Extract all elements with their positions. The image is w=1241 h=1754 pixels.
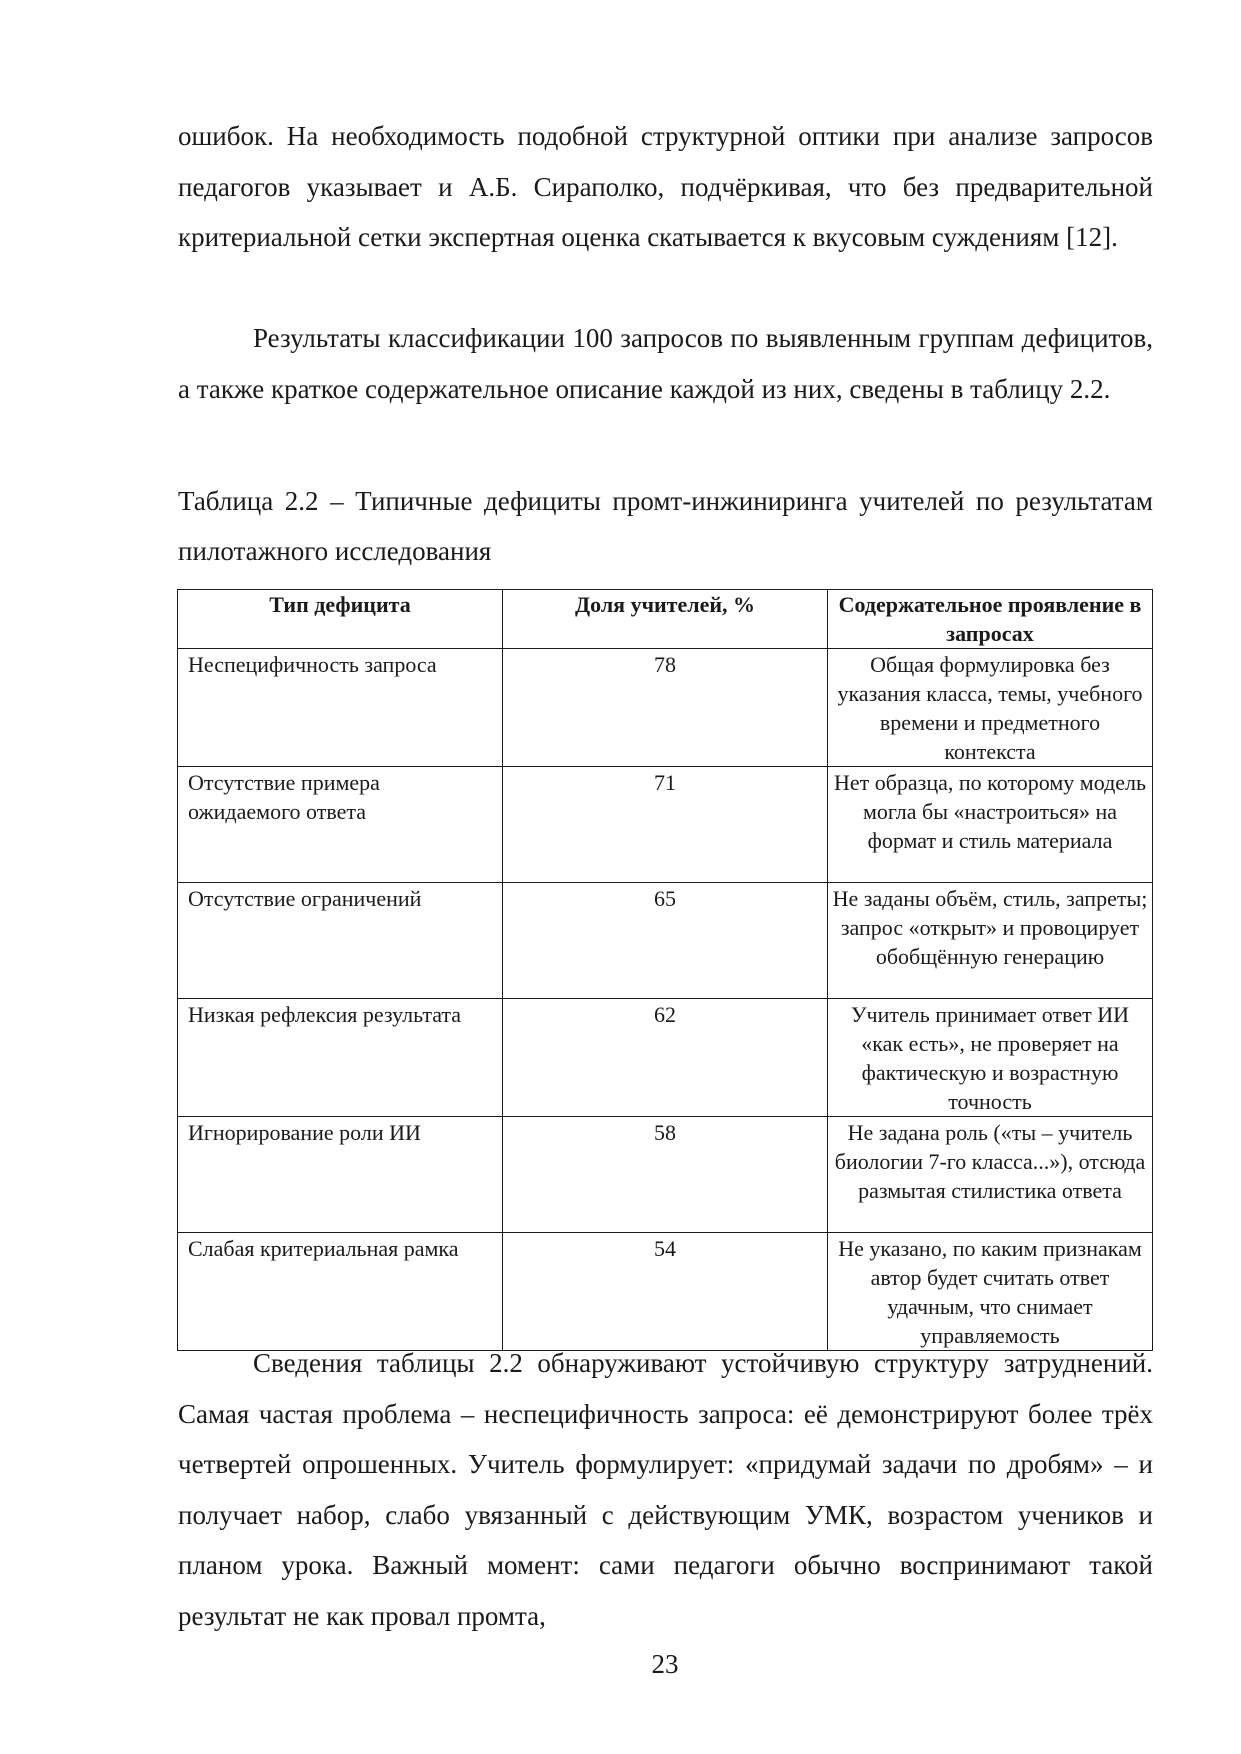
paragraph-1: ошибок. На необходимость подобной структурной оптики при анализе запросов педагогов указывает и А.Б. Сираполко, подчёркивая, что без предварительной критериальной сетки экспертная оценка скатывается к вкусовым суждениям [12]. bbox=[178, 121, 1153, 252]
table-header-row bbox=[178, 590, 1153, 649]
cell-manifestation: Общая формулировка без указания класса, темы, учебного времени и предметного контекста bbox=[828, 649, 1153, 767]
header-manifestation: Содержательное проявление в запросах bbox=[828, 590, 1153, 649]
cell-manifestation: Учитель принимает ответ ИИ «как есть», не проверяет на фактическую и возрастную точность bbox=[828, 999, 1153, 1117]
cell-manifestation: Не указано, по каким признакам автор будет считать ответ удачным, что снимает управляемость bbox=[828, 1233, 1153, 1351]
cell-teacher-share: 78 bbox=[503, 649, 828, 767]
cell-teacher-share: 62 bbox=[503, 999, 828, 1117]
table-row bbox=[178, 1233, 1153, 1351]
cell-teacher-share: 71 bbox=[503, 767, 828, 883]
cell-manifestation: Нет образца, по которому модель могла бы «настроиться» на формат и стиль материала bbox=[828, 767, 1153, 883]
table-row bbox=[178, 883, 1153, 999]
cell-deficit-type: Низкая рефлексия результата bbox=[178, 999, 503, 1117]
cell-deficit-type: Отсутствие ограничений bbox=[178, 883, 503, 999]
paragraph-3: Сведения таблицы 2.2 обнаруживают устойчивую структуру затруднений. Самая частая проблема – неспецифичность запроса: её демонстрируют более трёх четвертей опрошенных. Учитель формулирует: «придумай задачи по дробям» – и получает набор, слабо увязанный с действующим УМК, возрастом учеников и планом урока. Важный момент: сами педагоги обычно воспринимают такой результат не как провал промта, bbox=[178, 1348, 1153, 1631]
cell-teacher-share: 65 bbox=[503, 883, 828, 999]
cell-deficit-type: Отсутствие примера ожидаемого ответа bbox=[178, 767, 503, 883]
paragraph-2: Результаты классификации 100 запросов по выявленным группам дефицитов, а также краткое содержательное описание каждой из них, сведены в таблицу 2.2. bbox=[178, 323, 1153, 404]
table-row bbox=[178, 999, 1153, 1117]
cell-teacher-share: 58 bbox=[503, 1117, 828, 1233]
page-number: 23 bbox=[651, 1649, 679, 1679]
cell-manifestation: Не заданы объём, стиль, запреты; запрос «открыт» и провоцирует обобщённую генерацию bbox=[828, 883, 1153, 999]
table-row bbox=[178, 767, 1153, 883]
cell-deficit-type: Слабая критериальная рамка bbox=[178, 1233, 503, 1351]
cell-deficit-type: Неспецифичность запроса bbox=[178, 649, 503, 767]
table-row bbox=[178, 1117, 1153, 1233]
cell-teacher-share: 54 bbox=[503, 1233, 828, 1351]
header-deficit-type: Тип дефицита bbox=[178, 590, 503, 649]
table-row bbox=[178, 649, 1153, 767]
cell-manifestation: Не задана роль («ты – учитель биологии 7-го класса...»), отсюда размытая стилистика ответа bbox=[828, 1117, 1153, 1233]
deficits-table bbox=[177, 589, 1153, 1351]
table-caption: Таблица 2.2 – Типичные дефициты промт-инжиниринга учителей по результатам пилотажного исследования bbox=[178, 486, 1153, 566]
cell-deficit-type: Игнорирование роли ИИ bbox=[178, 1117, 503, 1233]
header-teacher-share: Доля учителей, % bbox=[503, 590, 828, 649]
